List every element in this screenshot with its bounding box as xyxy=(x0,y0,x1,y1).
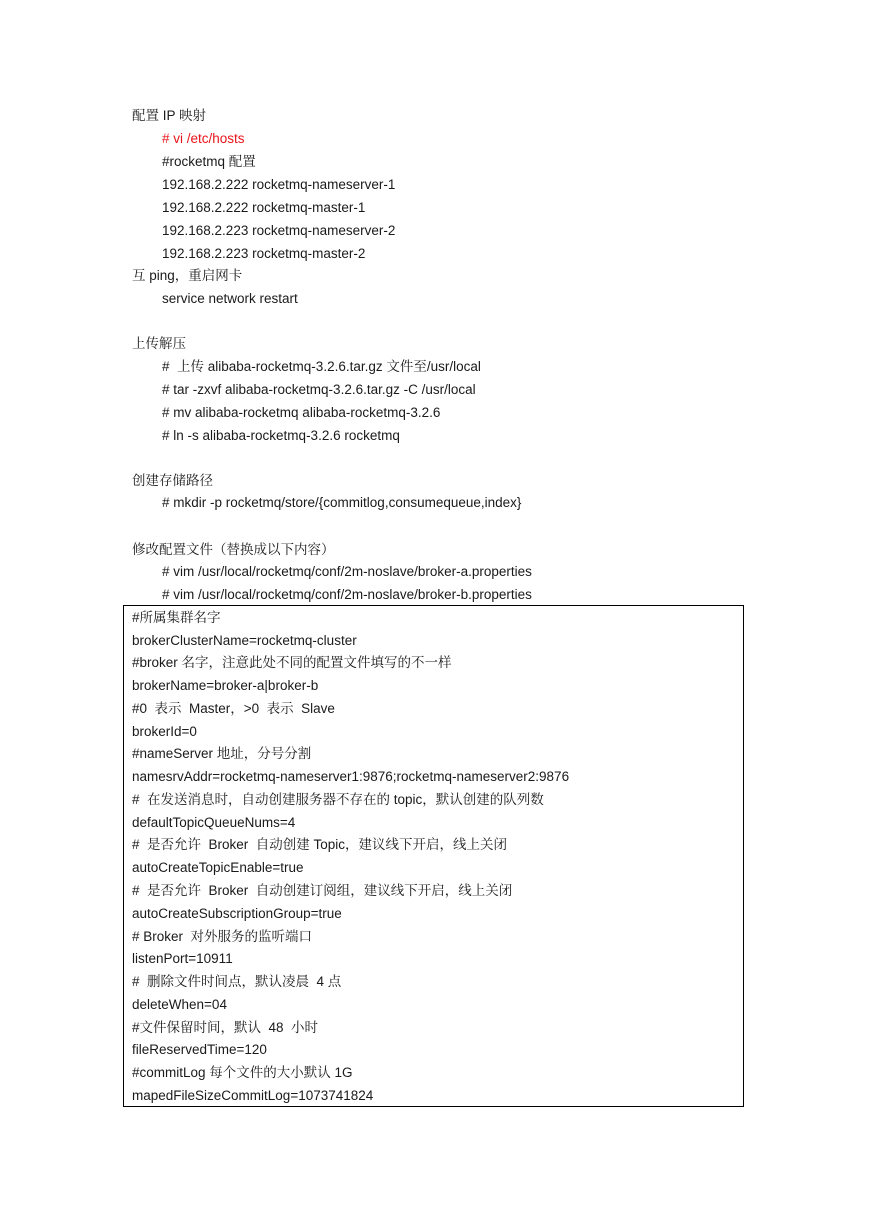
code-line: # vim /usr/local/rocketmq/conf/2m-noslave/broker-a.properties xyxy=(162,564,532,579)
config-line: # Broker 对外服务的监听端口 xyxy=(132,929,313,944)
code-line: # mkdir -p rocketmq/store/{commitlog,consumequeue,index} xyxy=(162,495,522,510)
config-line: brokerClusterName=rocketmq-cluster xyxy=(132,633,357,648)
config-box xyxy=(123,605,744,1107)
code-line: #rocketmq 配置 xyxy=(162,154,256,169)
config-line: #文件保留时间，默认 48 小时 xyxy=(132,1020,319,1035)
section-heading-ip-mapping: 配置 IP 映射 xyxy=(132,108,207,123)
config-line: #所属集群名字 xyxy=(132,610,221,625)
config-line: #0 表示 Master，>0 表示 Slave xyxy=(132,701,335,716)
config-line: fileReservedTime=120 xyxy=(132,1042,267,1057)
config-line: defaultTopicQueueNums=4 xyxy=(132,815,296,830)
code-line: # 上传 alibaba-rocketmq-3.2.6.tar.gz 文件至/usr/local xyxy=(162,359,481,374)
code-line: # ln -s alibaba-rocketmq-3.2.6 rocketmq xyxy=(162,428,400,443)
config-line: #broker 名字，注意此处不同的配置文件填写的不一样 xyxy=(132,655,452,670)
section-heading-storage: 创建存储路径 xyxy=(132,473,213,488)
config-line: listenPort=10911 xyxy=(132,951,233,966)
config-line: namesrvAddr=rocketmq-nameserver1:9876;rocketmq-nameserver2:9876 xyxy=(132,769,570,784)
config-line: autoCreateTopicEnable=true xyxy=(132,860,304,875)
code-line: 192.168.2.223 rocketmq-master-2 xyxy=(162,246,366,261)
code-line: 192.168.2.222 rocketmq-master-1 xyxy=(162,200,366,215)
config-line: deleteWhen=04 xyxy=(132,997,227,1012)
config-line: #commitLog 每个文件的大小默认 1G xyxy=(132,1065,353,1080)
code-line: # tar -zxvf alibaba-rocketmq-3.2.6.tar.gz -C /usr/local xyxy=(162,382,476,397)
config-line: brokerId=0 xyxy=(132,724,197,739)
section-heading-ping: 互 ping，重启网卡 xyxy=(132,268,243,283)
code-line: 192.168.2.223 rocketmq-nameserver-2 xyxy=(162,223,396,238)
config-line: autoCreateSubscriptionGroup=true xyxy=(132,906,342,921)
section-heading-upload: 上传解压 xyxy=(132,336,186,351)
config-line: #nameServer 地址，分号分割 xyxy=(132,746,312,761)
config-line: brokerName=broker-a|broker-b xyxy=(132,678,319,693)
code-line: 192.168.2.222 rocketmq-nameserver-1 xyxy=(162,177,396,192)
code-line: # vi /etc/hosts xyxy=(162,131,245,146)
config-line: mapedFileSizeCommitLog=1073741824 xyxy=(132,1088,374,1103)
config-line: # 是否允许 Broker 自动创建 Topic，建议线下开启，线上关闭 xyxy=(132,837,508,852)
config-line: # 在发送消息时，自动创建服务器不存在的 topic，默认创建的队列数 xyxy=(132,792,544,807)
config-line: # 删除文件时间点，默认凌晨 4 点 xyxy=(132,974,342,989)
code-line: # vim /usr/local/rocketmq/conf/2m-noslave/broker-b.properties xyxy=(162,587,532,602)
code-line: # mv alibaba-rocketmq alibaba-rocketmq-3.2.6 xyxy=(162,405,441,420)
section-heading-config: 修改配置文件（替换成以下内容） xyxy=(132,542,335,557)
config-line: # 是否允许 Broker 自动创建订阅组，建议线下开启，线上关闭 xyxy=(132,883,513,898)
code-line: service network restart xyxy=(162,291,298,306)
